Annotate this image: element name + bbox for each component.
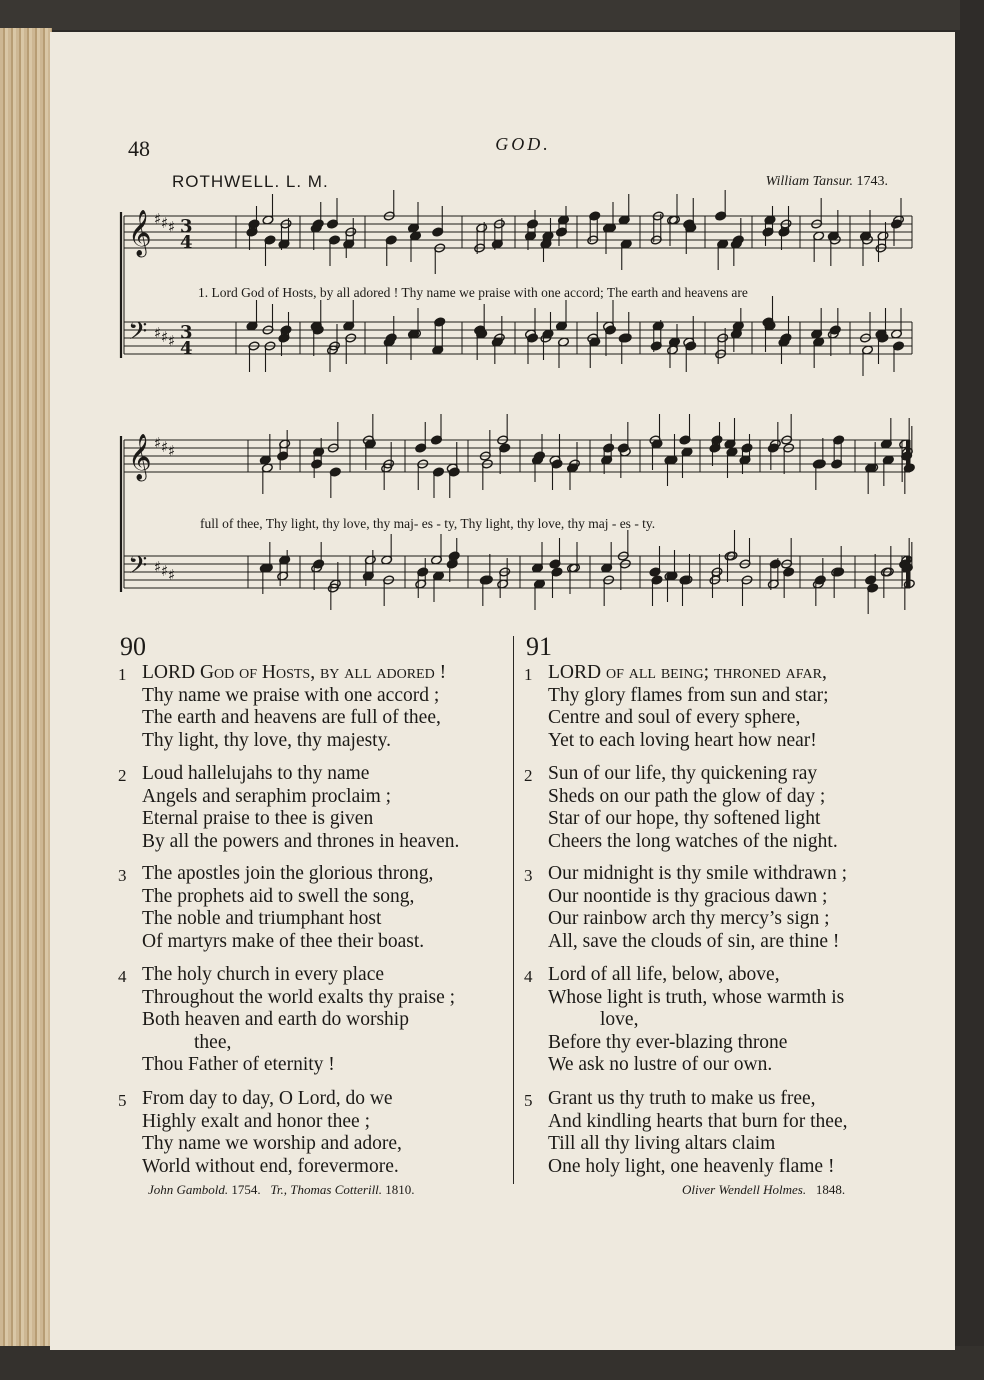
stanza-line: Thy light, thy love, thy majesty. xyxy=(142,729,391,751)
lyrics-line-2: full of thee, Thy light, thy love, thy maj- es - ty, Thy light, thy love, thy maj - es - ty. xyxy=(200,516,656,531)
stanza-line: Throughout the world exalts thy praise ; xyxy=(142,986,456,1008)
stanza-line: Thy name we praise with one accord ; xyxy=(142,684,440,706)
stanza-line: The apostles join the glorious throng, xyxy=(142,863,434,884)
stanza-number: 1 xyxy=(118,665,127,684)
sharp-icon: ♯ xyxy=(154,324,162,342)
stanza-line: The earth and heavens are full of thee, xyxy=(142,707,441,728)
stanza-line: Our midnight is thy smile withdrawn ; xyxy=(548,863,847,884)
sharp-icon: ♯ xyxy=(168,566,176,584)
tune-name: ROTHWELL. L. M. xyxy=(172,172,329,191)
stanza-90-1 xyxy=(118,662,447,752)
stanza-number: 1 xyxy=(524,665,533,684)
lyrics-line-1: 1. Lord God of Hosts, by all adored ! Thy name we praise with one accord; The earth and heavens are xyxy=(198,285,748,300)
sharp-icon: ♯ xyxy=(168,332,176,350)
stanza-90-4 xyxy=(118,964,456,1077)
stanza-line: thee, xyxy=(194,1031,232,1053)
time-signature-bottom: 4 xyxy=(180,232,193,253)
stanza-line: One holy light, one heavenly flame ! xyxy=(548,1155,835,1177)
stanza-90-5 xyxy=(118,1088,402,1178)
stanza-line: LORD God of Hosts, by all adored ! xyxy=(142,662,447,683)
sharp-icon: ♯ xyxy=(161,438,169,456)
time-signature-top: 3 xyxy=(180,322,193,343)
stanza-number: 2 xyxy=(118,766,127,785)
author-year: 1754. xyxy=(231,1182,261,1197)
stanza-line: Thy name we worship and adore, xyxy=(142,1133,402,1154)
stanza-line: Our rainbow arch thy mercy’s sign ; xyxy=(548,908,830,929)
stanza-line: By all the powers and thrones in heaven. xyxy=(142,830,460,852)
stanza-line: And kindling hearts that burn for thee, xyxy=(548,1110,848,1132)
sharp-icon: ♯ xyxy=(161,328,169,346)
stanza-line: From day to day, O Lord, do we xyxy=(142,1088,393,1109)
treble-clef-icon: 𝄞 xyxy=(128,434,152,480)
stanza-number: 4 xyxy=(118,967,127,986)
stanza-line: Both heaven and earth do worship xyxy=(142,1009,409,1030)
composer-year: 1743. xyxy=(856,174,888,189)
hymn-90-attribution xyxy=(148,1182,415,1198)
stanza-line: Loud hallelujahs to thy name xyxy=(142,763,370,784)
stanza-line: Sun of our life, thy quickening ray xyxy=(548,763,818,784)
stanza-number: 5 xyxy=(524,1091,533,1110)
sharp-icon: ♯ xyxy=(154,434,162,452)
stanza-91-3 xyxy=(524,863,847,953)
book-cover-bottom xyxy=(0,1346,984,1380)
stanza-number: 3 xyxy=(118,866,127,885)
stanza-line: Eternal praise to thee is given xyxy=(142,808,374,829)
stanza-line: Sheds on our path the glow of day ; xyxy=(548,785,826,807)
hymn-number-90: 90 xyxy=(120,632,146,661)
stanza-line: World without end, forevermore. xyxy=(142,1155,399,1177)
stanza-line: love, xyxy=(600,1009,639,1030)
stanza-line: LORD of all being; throned afar, xyxy=(548,662,827,683)
sharp-icon: ♯ xyxy=(161,214,169,232)
stanza-91-4 xyxy=(524,964,845,1077)
column-divider xyxy=(513,636,514,1184)
stanza-line: Thy glory flames from sun and star; xyxy=(548,684,829,706)
treble-clef-icon: 𝄞 xyxy=(128,210,152,256)
time-signature-bottom: 4 xyxy=(180,338,193,359)
stanza-line: Thou Father of eternity ! xyxy=(142,1054,335,1075)
stanza-number: 5 xyxy=(118,1091,127,1110)
hymn-91-attribution xyxy=(682,1182,845,1198)
author-name: Oliver Wendell Holmes. xyxy=(682,1182,807,1197)
stanza-91-5 xyxy=(524,1088,848,1178)
stanza-line: All, save the clouds of sin, are thine ! xyxy=(548,930,840,952)
bass-clef-icon: 𝄢 xyxy=(128,551,148,586)
stanza-line: Centre and soul of every sphere, xyxy=(548,707,801,728)
hymn-number-91: 91 xyxy=(526,632,552,661)
stanza-line: Cheers the long watches of the night. xyxy=(548,830,838,852)
stanza-number: 3 xyxy=(524,866,533,885)
stanza-number: 2 xyxy=(524,766,533,785)
translator-name: Tr., Thomas Cotterill. xyxy=(270,1182,383,1197)
stanza-line: Lord of all life, below, above, xyxy=(548,964,780,985)
stanza-line: Grant us thy truth to make us free, xyxy=(548,1088,816,1109)
stanza-line: Yet to each loving heart how near! xyxy=(548,729,817,751)
stanza-90-3 xyxy=(118,863,434,953)
sharp-icon: ♯ xyxy=(168,218,176,236)
author-name: John Gambold. xyxy=(148,1182,229,1197)
stanza-90-2 xyxy=(118,763,460,853)
bass-clef-icon: 𝄢 xyxy=(128,317,148,352)
sharp-icon: ♯ xyxy=(154,210,162,228)
stanza-line: The prophets aid to swell the song, xyxy=(142,885,415,907)
page-number: 48 xyxy=(128,136,150,161)
stanza-line: Highly exalt and honor thee ; xyxy=(142,1110,370,1132)
staff xyxy=(124,216,912,248)
stanza-number: 4 xyxy=(524,967,533,986)
sharp-icon: ♯ xyxy=(154,558,162,576)
sharp-icon: ♯ xyxy=(161,562,169,580)
stanza-line: Star of our hope, thy softened light xyxy=(548,808,821,829)
author-year: 1848. xyxy=(815,1182,846,1197)
staff xyxy=(124,322,912,354)
stanza-91-1 xyxy=(524,662,829,752)
stanza-line: We ask no lustre of our own. xyxy=(548,1054,773,1075)
stanza-line: The holy church in every place xyxy=(142,964,385,985)
stanza-line: Of martyrs make of thee their boast. xyxy=(142,930,425,952)
translator-year: 1810. xyxy=(385,1182,415,1197)
stanza-line: Whose light is truth, whose warmth is xyxy=(548,986,845,1008)
sharp-icon: ♯ xyxy=(168,442,176,460)
stanza-line: Angels and seraphim proclaim ; xyxy=(142,785,392,807)
composer-name: William Tansur. xyxy=(765,174,853,189)
time-signature-top: 3 xyxy=(180,216,193,237)
stanza-line: Our noontide is thy gracious dawn ; xyxy=(548,885,828,907)
stanza-line: The noble and triumphant host xyxy=(142,908,382,929)
stanza-line: Till all thy living altars claim xyxy=(548,1133,776,1154)
stanza-91-2 xyxy=(524,763,838,853)
stanza-line: Before thy ever-blazing throne xyxy=(548,1031,788,1053)
section-title: GOD. xyxy=(495,134,551,154)
